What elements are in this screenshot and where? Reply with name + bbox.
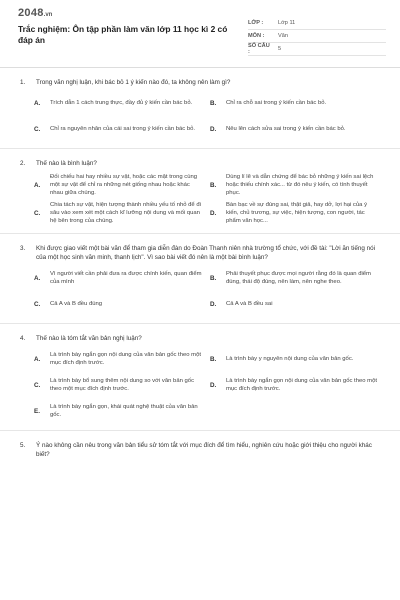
answer-option[interactable] <box>34 201 210 225</box>
answer-letter: A. <box>34 274 41 282</box>
question-4 <box>18 334 386 431</box>
answer-option[interactable] <box>34 400 210 422</box>
question-text: Thế nào là tóm tắt văn bản nghị luận? <box>36 335 142 342</box>
info-value: Lớp 11 <box>278 20 296 26</box>
answer-letter: B. <box>210 355 217 363</box>
answer-list <box>34 348 386 426</box>
answer-text: Chia tách sự vật, hiện tượng thành nhiều yếu tố nhỏ để đi sâu vào xem xét một cách kĩ lưỡng nội dung và mối quan hệ bên trong của chúng. <box>50 202 201 224</box>
question-header <box>18 334 386 343</box>
question-5 <box>18 441 386 459</box>
question-number: 3. <box>20 245 26 252</box>
answer-letter: A. <box>34 355 41 363</box>
answer-option[interactable] <box>210 267 386 289</box>
logo-main-text: 2048 <box>18 7 44 19</box>
answer-letter: E. <box>34 407 40 415</box>
info-key: SỐ CÂU : <box>248 43 270 55</box>
question-1 <box>18 78 386 149</box>
info-value: Văn <box>278 33 288 39</box>
answer-option[interactable] <box>210 118 386 140</box>
answer-option[interactable] <box>210 173 386 197</box>
answer-text: Vì người viết cần phải đưa ra được chính kiến, quan điểm của mình <box>50 271 202 285</box>
question-3 <box>18 244 386 324</box>
answer-letter: B. <box>210 99 217 107</box>
answer-option[interactable] <box>34 267 210 289</box>
question-text: Trong văn nghị luận, khi bác bỏ 1 ý kiến nào đó, ta không nên làm gì? <box>36 79 231 86</box>
answer-option[interactable] <box>34 348 210 370</box>
answer-option[interactable] <box>210 92 386 114</box>
question-number: 4. <box>20 335 26 342</box>
answer-text: Cả A và B đều sai <box>226 301 273 307</box>
answer-option[interactable] <box>210 201 386 225</box>
answer-letter: C. <box>34 381 41 389</box>
brand-block <box>18 6 243 46</box>
answer-letter: D. <box>210 381 217 389</box>
question-text: Khi được giao viết một bài văn để tham gia diễn đàn do Đoàn Thanh niên nhà trường tổ chức, với đề tài: "Lời ăn tiếng nói của một học sinh văn minh, thanh lịch". Vì sao bài viết đó nên là một bài bình luận? <box>36 245 375 261</box>
info-key: LỚP : <box>248 20 264 26</box>
answer-list <box>34 267 386 319</box>
answer-text: Là trình bày ngắn gọn, khái quát nghệ thuật của văn bản gốc. <box>50 404 198 418</box>
question-text: Ý nào không cần nêu trong văn bản tiểu sử tóm tắt với mục đích để tìm hiểu, nghiên cứu hoặc giới thiệu cho người khác biết? <box>36 442 372 458</box>
question-divider <box>0 323 400 324</box>
answer-letter: A. <box>34 99 41 107</box>
answer-text: Nêu lên cách sửa sai trong ý kiến cần bác bỏ. <box>226 126 346 132</box>
question-number: 1. <box>20 79 26 86</box>
answer-letter: A. <box>34 181 41 189</box>
answer-list <box>34 92 386 144</box>
info-row-subject <box>248 30 386 43</box>
question-header <box>18 78 386 87</box>
answer-option[interactable] <box>210 293 386 315</box>
answer-letter: B. <box>210 181 217 189</box>
answer-option[interactable] <box>34 374 210 396</box>
info-row-class <box>248 17 386 30</box>
answer-letter: B. <box>210 274 217 282</box>
answer-text: Đối chiếu hai hay nhiều sự vật, hoặc các mặt trong cùng một sự vật để chỉ ra những nét giống nhau hoặc khác nhau giữa chúng. <box>50 174 198 196</box>
header-divider <box>0 67 400 68</box>
question-header <box>18 441 386 459</box>
answer-option[interactable] <box>210 348 386 370</box>
question-divider <box>0 148 400 149</box>
info-key: MÔN : <box>248 33 265 39</box>
question-divider <box>0 430 400 431</box>
question-header <box>18 159 386 168</box>
answer-option[interactable] <box>34 173 210 197</box>
logo-domain-text: .vn <box>43 12 53 18</box>
question-header <box>18 244 386 262</box>
answer-option[interactable] <box>34 118 210 140</box>
answer-list <box>34 173 386 229</box>
answer-text: Là trình bày y nguyên nội dung của văn bản gốc. <box>226 356 354 362</box>
answer-text: Chỉ ra chỗ sai trong ý kiến cần bác bỏ. <box>226 100 327 106</box>
answer-option[interactable] <box>34 92 210 114</box>
answer-text: Chỉ ra nguyên nhân của cái sai trong ý kiến cần bác bỏ. <box>50 126 196 132</box>
answer-letter: D. <box>210 209 217 217</box>
answer-text: Là trình bày ngắn gọn nội dung của văn bản gốc theo một mục đích định trước. <box>226 378 377 392</box>
question-number: 5. <box>20 442 26 449</box>
info-table <box>248 17 386 56</box>
info-value: 5 <box>278 46 282 52</box>
question-2 <box>18 159 386 234</box>
question-text: Thế nào là bình luận? <box>36 160 97 167</box>
answer-letter: C. <box>34 125 41 133</box>
answer-option[interactable] <box>210 374 386 396</box>
answer-text: Cả A và B đều đúng <box>50 301 103 307</box>
document-header <box>18 6 386 56</box>
answer-text: Trích dẫn 1 cách trung thực, đầy đủ ý kiến cần bác bỏ. <box>50 100 193 106</box>
answer-text: Là trình bày ngắn gọn nội dung của văn bản gốc theo một mục đích định trước. <box>50 352 201 366</box>
answer-letter: C. <box>34 209 41 217</box>
answer-letter: D. <box>210 125 217 133</box>
answer-letter: D. <box>210 300 217 308</box>
question-divider <box>0 233 400 234</box>
answer-text: Phải thuyết phục được mọi người rằng đó là quan điểm đúng, thái độ đúng, nên làm, nên nghe theo. <box>226 271 371 285</box>
question-number: 2. <box>20 160 26 167</box>
answer-text: Là trình bày bổ sung thêm nội dung so với văn bản gốc theo một mục đích định trước. <box>50 378 195 392</box>
site-logo[interactable] <box>18 6 243 22</box>
answer-letter: C. <box>34 300 41 308</box>
info-row-count <box>248 43 386 56</box>
answer-option[interactable] <box>34 293 210 315</box>
answer-text: Dùng lí lẽ và dẫn chứng để bác bỏ những ý kiến sai lệch hoặc thiếu chính xác... từ đó nêu ý kiến, có tính thuyết phục. <box>226 174 374 196</box>
page-title: Trắc nghiệm: Ôn tập phần làm văn lớp 11 học kì 2 có đáp án <box>18 24 228 45</box>
answer-text: Bàn bạc về sự đúng sai, thật giả, hay dở, lợi hại của ý kiến, chủ trương, sự việc, hiện tượng, con người, tác phẩm văn học... <box>226 202 368 224</box>
